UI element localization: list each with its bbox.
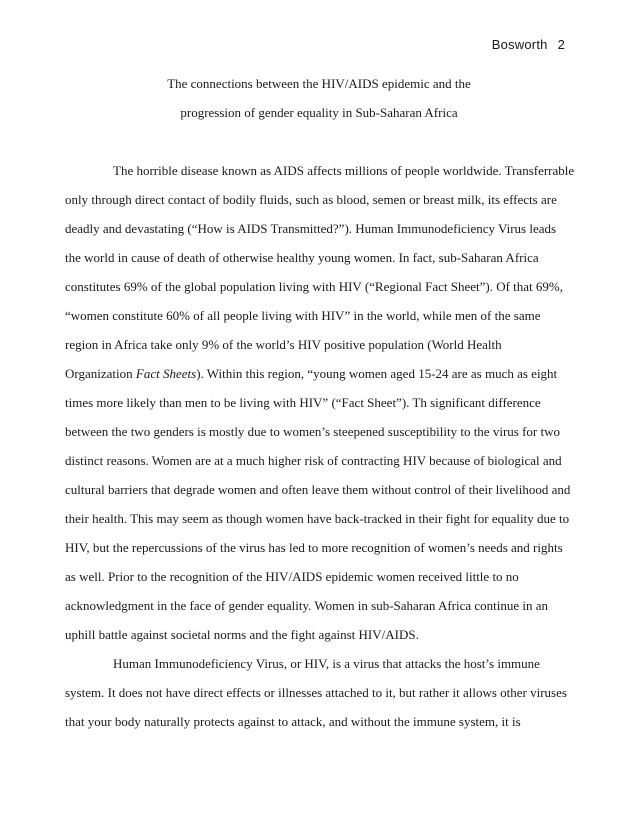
paragraph-1-line-6: “women constitute 60% of all people living with HIV” in the world, while men of the same (65, 308, 541, 323)
page-number: 2 (557, 37, 565, 52)
paragraph-1-line-10: between the two genders is mostly due to women’s steepened susceptibility to the virus for two (65, 424, 560, 439)
paragraph-1-line-4: the world in cause of death of otherwise healthy young women. In fact, sub-Saharan Africa (65, 250, 539, 265)
paragraph-1-line-3: deadly and devastating (“How is AIDS Transmitted?”). Human Immunodeficiency Virus leads (65, 221, 557, 236)
paragraph-1-line-5: constitutes 69% of the global population living with HIV (“Regional Fact Sheet”). Of that 69%, (65, 279, 563, 294)
paragraph-2-line-2: system. It does not have direct effects or illnesses attached to it, but rather it allows other viruses (65, 685, 567, 700)
line-8-text-start: Organization (65, 366, 136, 381)
essay-title-line-1: The connections between the HIV/AIDS epidemic and the (167, 76, 471, 91)
paragraph-2-line-3: that your body naturally protects against to attack, and without the immune system, it is (65, 714, 521, 729)
paragraph-1-line-8 (65, 366, 557, 381)
author-name: Bosworth (491, 37, 548, 52)
running-head (492, 37, 565, 52)
paragraph-1-line-13: their health. This may seem as though women have back-tracked in their fight for equality due to (65, 511, 570, 526)
italic-citation-title: Fact Sheets (135, 366, 197, 381)
paragraph-1-line-14: HIV, but the repercussions of the virus has led to more recognition of women’s needs and rights (65, 540, 563, 555)
paragraph-1-line-1: The horrible disease known as AIDS affects millions of people worldwide. Transferrable (113, 163, 575, 178)
paragraph-2-line-1: Human Immunodeficiency Virus, or HIV, is a virus that attacks the host’s immune (113, 656, 540, 671)
paragraph-1-line-11: distinct reasons. Women are at a much higher risk of contracting HIV because of biological and (65, 453, 562, 468)
essay-title-line-2: progression of gender equality in Sub-Saharan Africa (180, 105, 458, 120)
line-8-text-end: ). Within this region, “young women aged 15-24 are as much as eight (196, 366, 558, 381)
paragraph-1-line-9: times more likely than men to be living with HIV” (“Fact Sheet”). Th significant difference (65, 395, 541, 410)
paragraph-1-line-16: acknowledgment in the face of gender equality. Women in sub-Saharan Africa continue in an (65, 598, 549, 613)
paragraph-1-line-7: region in Africa take only 9% of the world’s HIV positive population (World Health (65, 337, 502, 352)
paragraph-1-line-2: only through direct contact of bodily fluids, such as blood, semen or breast milk, its effects are (65, 192, 557, 207)
paragraph-1-line-15: as well. Prior to the recognition of the HIV/AIDS epidemic women received little to no (65, 569, 519, 584)
paragraph-1-line-12: cultural barriers that degrade women and often leave them without control of their livelihood and (65, 482, 571, 497)
paragraph-1-line-17: uphill battle against societal norms and the fight against HIV/AIDS. (65, 627, 419, 642)
